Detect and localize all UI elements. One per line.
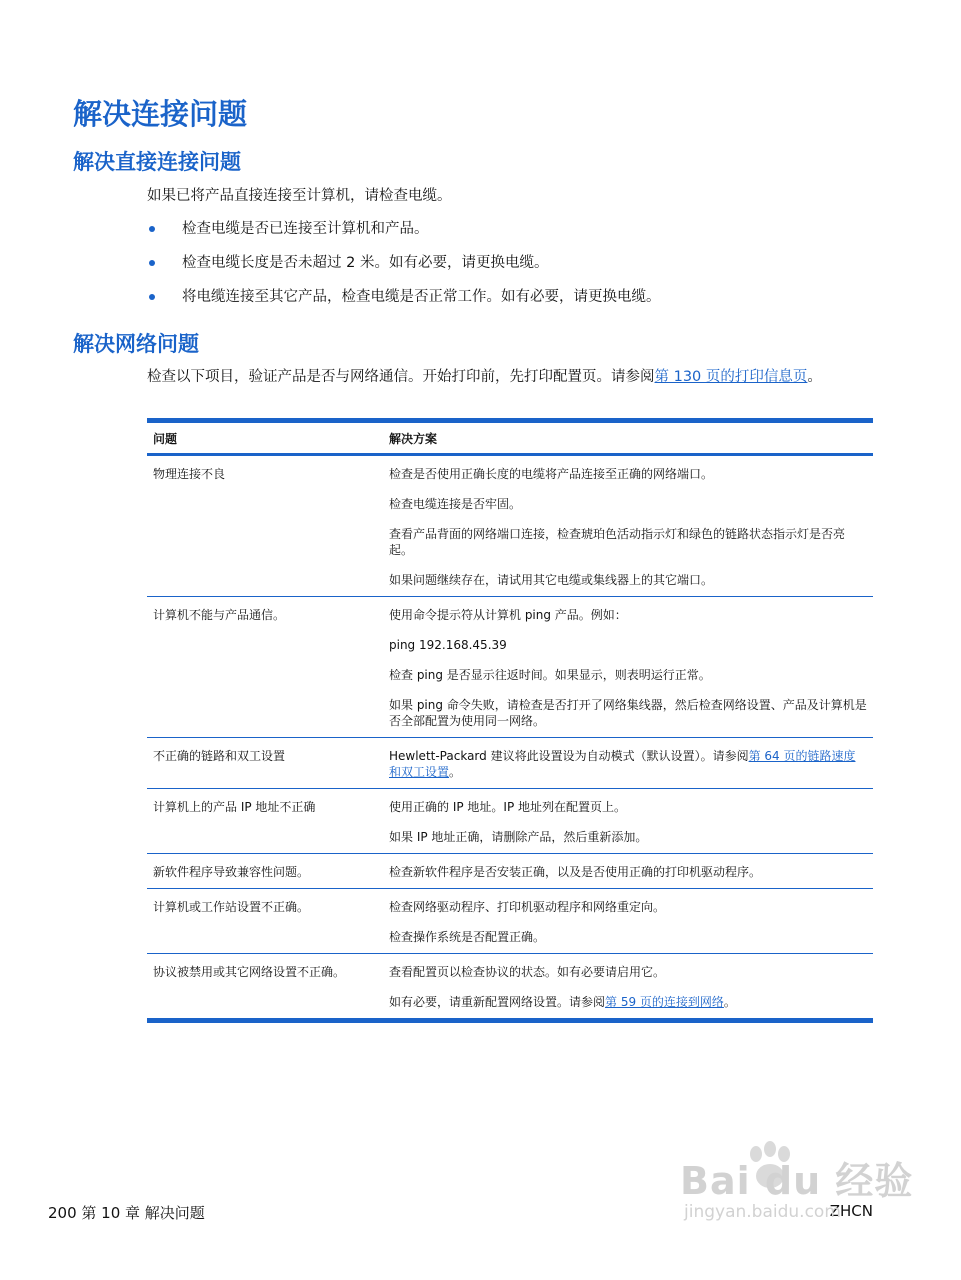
footer-page-info: 200 第 10 章 解决问题 — [48, 1204, 205, 1222]
table-row — [147, 738, 873, 789]
bullet-icon — [149, 294, 155, 300]
problem-cell: 计算机或工作站设置不正确。 — [153, 900, 310, 914]
bullet-icon — [149, 260, 155, 266]
link-speed-duplex-link[interactable]: 第 64 页的链路速度和双工设置 — [389, 749, 856, 779]
network-troubleshooting-table — [147, 418, 873, 1023]
watermark-url: jingyan.baidu.com — [684, 1202, 841, 1222]
section-title-direct: 解决直接连接问题 — [73, 150, 241, 174]
column-header-solution: 解决方案 — [389, 431, 438, 446]
table-row — [147, 597, 873, 738]
solution-cell: 检查网络驱动程序、打印机驱动程序和网络重定向。 检查操作系统是否配置正确。 — [389, 900, 666, 944]
problem-cell: 不正确的链路和双工设置 — [153, 749, 286, 763]
direct-intro: 如果已将产品直接连接至计算机，请检查电缆。 — [147, 188, 452, 204]
list-item: 检查电缆是否已连接至计算机和产品。 — [147, 218, 661, 252]
list-item: 将电缆连接至其它产品，检查电缆是否正常工作。如有必要，请更换电缆。 — [147, 286, 661, 320]
baidu-watermark — [680, 1150, 920, 1240]
footer-locale: ZHCN — [829, 1202, 873, 1220]
table-header — [147, 418, 873, 456]
bullet-icon — [149, 226, 155, 232]
list-item: 检查电缆长度是否未超过 2 米。如有必要，请更换电缆。 — [147, 252, 661, 286]
solution-cell: 使用命令提示符从计算机 ping 产品。例如： ping 192.168.45.39 检查 ping 是否显示往返时间。如果显示，则表明运行正常。 如果 ping 命令失败，请检查是否打开了网络集线器，然后检查网络设置、产品及计算机是否全部配置为使用同一网络。 — [389, 608, 867, 728]
column-header-problem: 问题 — [153, 431, 178, 446]
table-row — [147, 789, 873, 854]
print-info-pages-link[interactable]: 第 130 页的打印信息页 — [654, 369, 808, 385]
connect-to-network-link[interactable]: 第 59 页的连接到网络 — [605, 995, 724, 1009]
problem-cell: 计算机不能与产品通信。 — [153, 608, 286, 622]
problem-cell: 物理连接不良 — [153, 467, 226, 481]
solution-cell: 使用正确的 IP 地址。IP 地址列在配置页上。 如果 IP 地址正确，请删除产品，然后重新添加。 — [389, 800, 648, 844]
problem-cell: 计算机上的产品 IP 地址不正确 — [153, 800, 316, 814]
table-row — [147, 456, 873, 597]
problem-cell: 新软件程序导致兼容性问题。 — [153, 865, 310, 879]
page-title: 解决连接问题 — [73, 97, 248, 131]
section-title-network: 解决网络问题 — [73, 332, 199, 356]
direct-checklist — [147, 218, 661, 320]
watermark-brand: Bai du 经验 — [680, 1159, 914, 1203]
table-row — [147, 889, 873, 954]
table-row — [147, 954, 873, 1023]
network-intro: 检查以下项目，验证产品是否与网络通信。开始打印前，先打印配置页。请参阅第 130 页的打印信息页。 — [147, 369, 822, 385]
solution-cell: 检查是否使用正确长度的电缆将产品连接至正确的网络端口。 检查电缆连接是否牢固。 查看产品背面的网络端口连接，检查琥珀色活动指示灯和绿色的链路状态指示灯是否亮起。 如果问题继续存在，请试用其它电缆或集线器上的其它端口。 — [389, 467, 846, 587]
solution-cell: 查看配置页以检查协议的状态。如有必要请启用它。 如有必要，请重新配置网络设置。请参阅第 59 页的连接到网络。 — [389, 965, 736, 1009]
table-row — [147, 854, 873, 889]
problem-cell: 协议被禁用或其它网络设置不正确。 — [153, 965, 346, 979]
solution-cell: 检查新软件程序是否安装正确，以及是否使用正确的打印机驱动程序。 — [389, 865, 762, 879]
solution-cell: Hewlett-Packard 建议将此设置设为自动模式（默认设置）。请参阅第 64 页的链路速度和双工设置。 — [389, 749, 856, 779]
